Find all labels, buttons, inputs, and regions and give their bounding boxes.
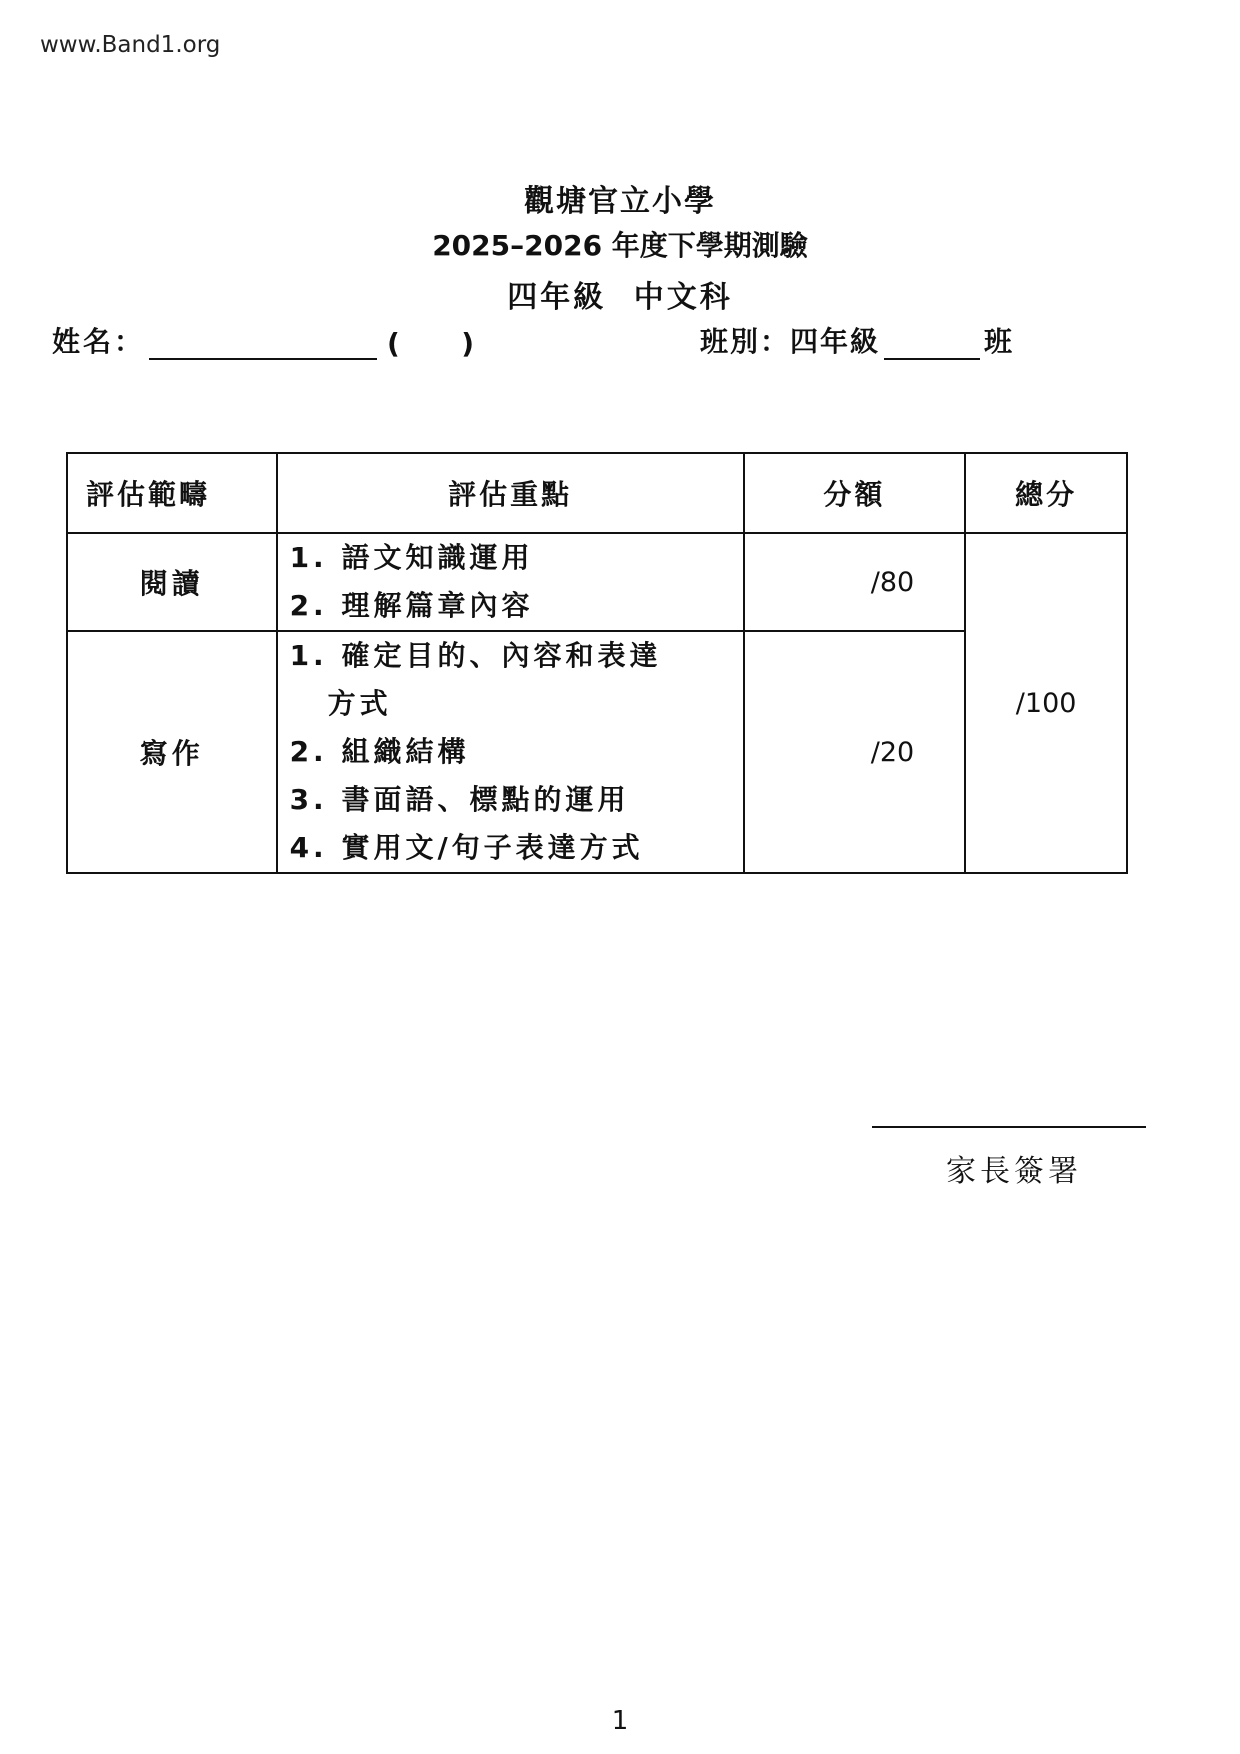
writing-score: /20: [744, 631, 966, 873]
school-name: 觀塘官立小學: [524, 184, 716, 219]
list-item: 3. 書面語、標點的運用: [289, 783, 630, 816]
class-field-row: [700, 320, 1014, 360]
area-reading: 閱讀: [67, 533, 277, 631]
table-header-row: [67, 453, 1127, 533]
reading-points: [277, 533, 744, 631]
header-total: 總分: [965, 453, 1127, 533]
name-field-row: [52, 320, 477, 360]
header-score: 分額: [744, 453, 966, 533]
table-row: [67, 533, 1127, 631]
class-number-parens[interactable]: ( ): [387, 327, 478, 360]
area-writing: 寫作: [67, 631, 277, 873]
total-score: /100: [965, 533, 1127, 873]
writing-points: [277, 631, 744, 873]
header-focus: 評估重點: [277, 453, 744, 533]
page-number: 1: [611, 1706, 629, 1736]
header-area: 評估範疇: [67, 453, 277, 533]
reading-score: /80: [744, 533, 966, 631]
watermark-url: www.Band1.org: [40, 32, 221, 58]
list-item: 2. 理解篇章內容: [289, 589, 534, 622]
name-label: 姓名：: [52, 325, 146, 358]
signature-line[interactable]: [872, 1126, 1146, 1128]
list-item: 方式: [327, 687, 392, 720]
assessment-table: [66, 452, 1128, 874]
list-item: 1. 語文知識運用: [289, 541, 534, 574]
class-blank[interactable]: [884, 334, 980, 360]
class-suffix: 班: [984, 325, 1015, 358]
list-item: 4. 實用文/句子表達方式: [289, 831, 644, 864]
name-blank[interactable]: [149, 334, 377, 360]
list-item: 1. 確定目的、內容和表達: [289, 639, 662, 672]
exam-term: 2025–2026 年度下學期測驗: [432, 229, 808, 262]
class-label: 班別：四年級: [700, 325, 881, 358]
grade-subject: 四年級 中文科: [507, 280, 733, 315]
parent-signature-label: 家長簽署: [946, 1154, 1082, 1189]
list-item: 2. 組織結構: [289, 735, 470, 768]
